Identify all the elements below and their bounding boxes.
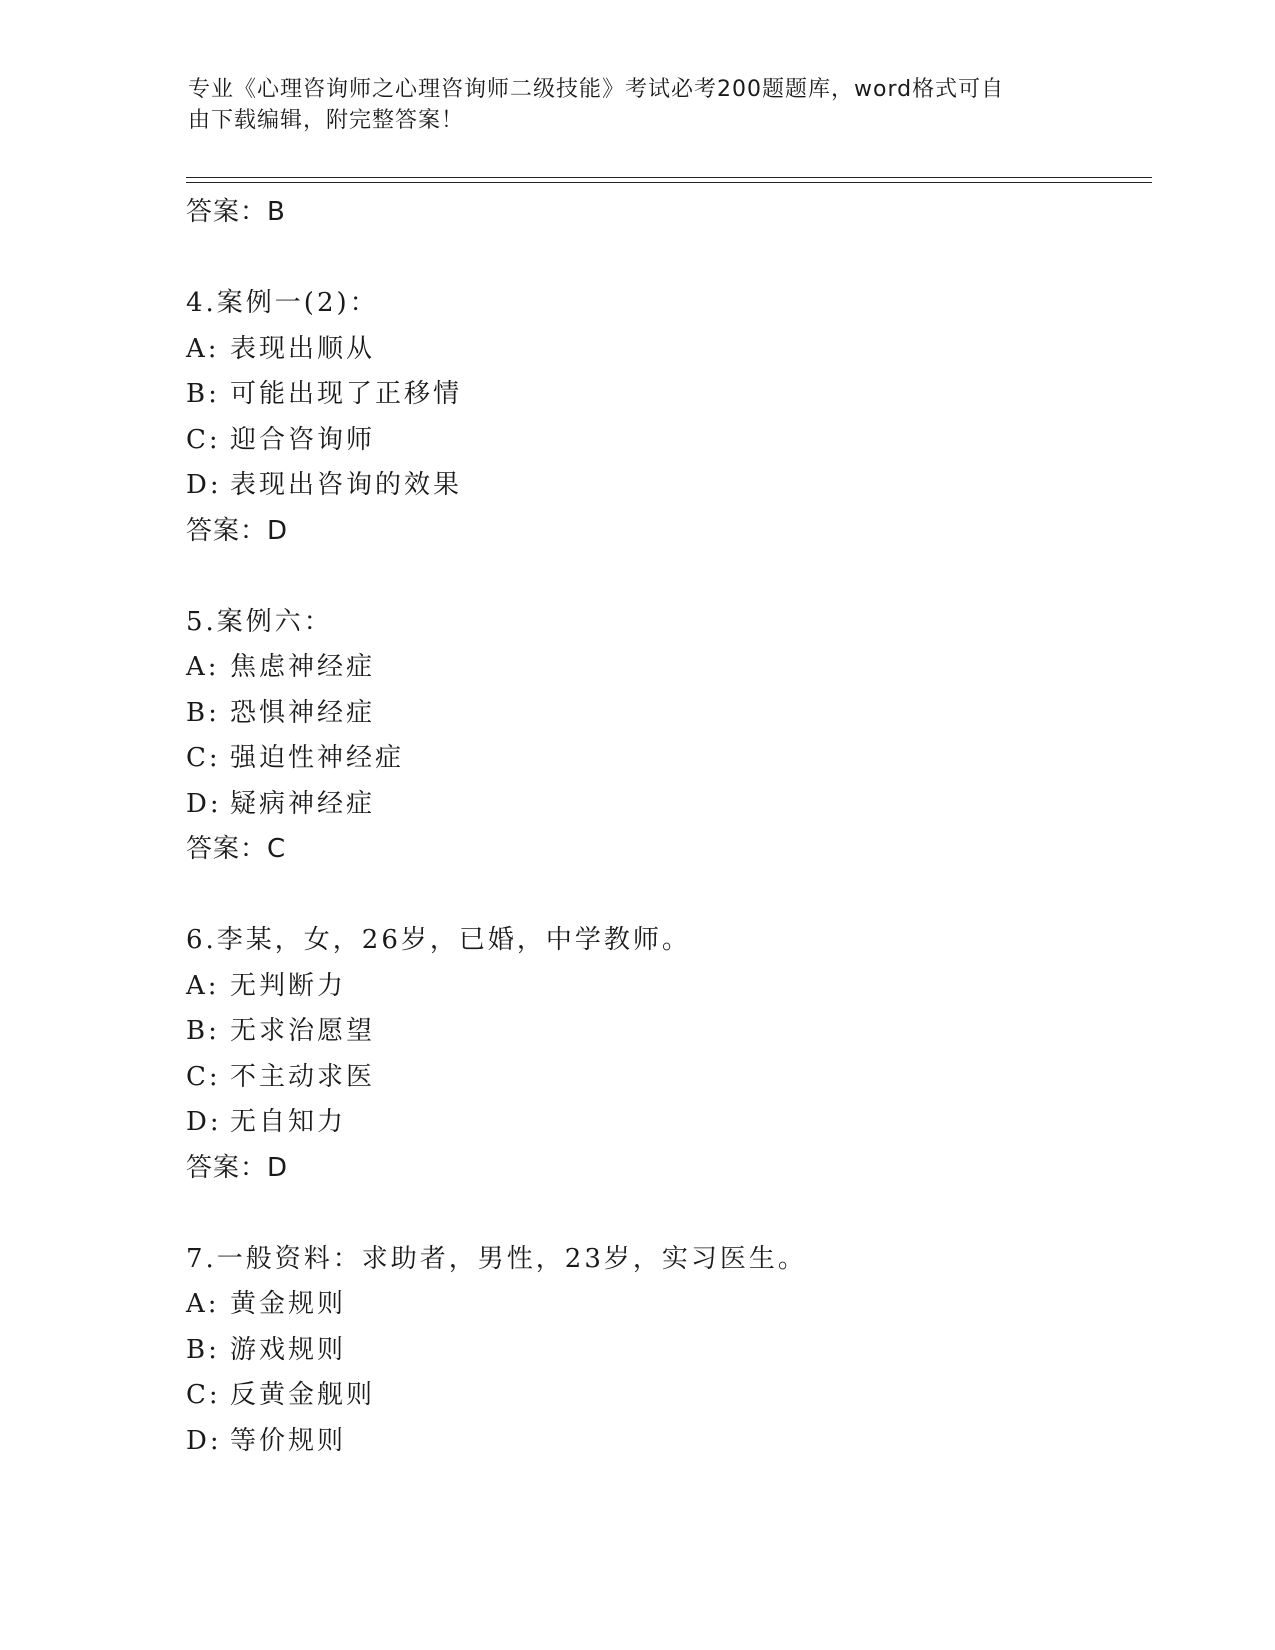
option-key: D: (186, 788, 222, 819)
option-text: 游戏规则 (230, 1334, 347, 1365)
header-line-2: 由下载编辑，附完整答案！ (188, 108, 465, 133)
option-key: D: (186, 1425, 222, 1456)
option-a (186, 964, 1146, 1010)
question-5 (186, 600, 1146, 873)
option-b (186, 372, 1146, 418)
option-key: B: (186, 1016, 220, 1046)
question-4 (186, 281, 1146, 554)
option-text: 强迫性神经症 (230, 743, 405, 773)
option-text: 焦虑神经症 (230, 652, 376, 682)
option-text: 恐惧神经症 (230, 697, 376, 728)
option-key: C: (186, 1061, 221, 1092)
question-stem: 5.案例六： (186, 606, 333, 637)
option-d (186, 782, 1146, 828)
question-stem: 7.一般资料：求助者，男性，23岁，实习医生。 (186, 1243, 807, 1274)
option-key: D: (186, 1107, 222, 1137)
option-key: C: (186, 1380, 221, 1410)
option-key: A: (186, 970, 220, 1001)
option-b (186, 1328, 1146, 1374)
option-a (186, 1282, 1146, 1328)
document-header (188, 74, 1068, 136)
question-7 (186, 1237, 1146, 1465)
option-key: B: (186, 379, 220, 409)
option-d (186, 463, 1146, 509)
option-c (186, 736, 1146, 782)
option-c (186, 418, 1146, 464)
option-c (186, 1055, 1146, 1101)
answer-line: 答案：D (186, 515, 289, 546)
option-key: A: (186, 1289, 220, 1319)
option-a (186, 327, 1146, 373)
header-divider-bottom (186, 182, 1152, 183)
option-key: B: (186, 697, 220, 728)
option-key: D: (186, 470, 222, 500)
header-divider-top (186, 177, 1152, 178)
option-a (186, 645, 1146, 691)
option-key: A: (186, 652, 220, 682)
question-list (186, 190, 1146, 1510)
option-text: 不主动求医 (230, 1061, 376, 1092)
question-stem: 4.案例一(2)： (186, 288, 379, 318)
option-b (186, 1009, 1146, 1055)
option-d (186, 1100, 1146, 1146)
option-key: C: (186, 424, 221, 455)
option-text: 表现出咨询的效果 (230, 470, 463, 500)
answer-line: 答案：C (186, 834, 287, 864)
question-stem: 6.李某，女，26岁，已婚，中学教师。 (186, 925, 691, 955)
option-c (186, 1373, 1146, 1419)
option-text: 无判断力 (230, 970, 347, 1001)
header-line-1: 专业《心理咨询师之心理咨询师二级技能》考试必考200题题库，word格式可自 (188, 77, 1005, 102)
option-text: 等价规则 (230, 1425, 347, 1456)
option-key: C: (186, 743, 221, 773)
option-text: 疑病神经症 (230, 788, 376, 819)
option-key: B: (186, 1334, 220, 1365)
option-text: 反黄金舰则 (230, 1380, 376, 1410)
answer-line: 答案：B (186, 197, 286, 227)
option-text: 无自知力 (230, 1107, 347, 1137)
option-text: 黄金规则 (230, 1289, 347, 1319)
question-6 (186, 918, 1146, 1191)
option-key: A: (186, 333, 220, 364)
option-text: 表现出顺从 (230, 333, 376, 364)
option-b (186, 691, 1146, 737)
option-text: 无求治愿望 (230, 1016, 376, 1046)
option-text: 迎合咨询师 (230, 424, 376, 455)
option-text: 可能出现了正移情 (230, 379, 463, 409)
option-d (186, 1419, 1146, 1465)
answer-line: 答案：D (186, 1152, 289, 1183)
